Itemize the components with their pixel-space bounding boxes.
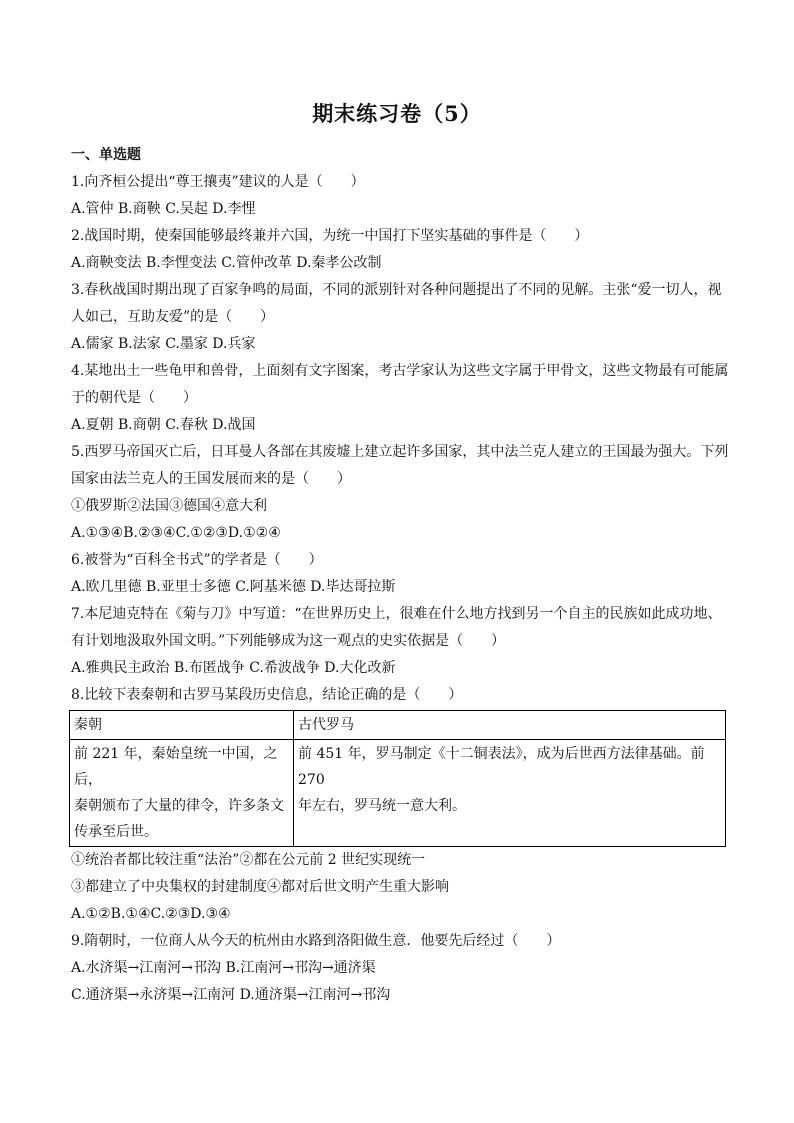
answer-options: A.商鞅变法 B.李悝变法 C.管仲改革 D.秦孝公改制 bbox=[71, 255, 382, 271]
question-line: 9.隋朝时，一位商人从今天的杭州由水路到洛阳做生意．他要先后经过（ ） bbox=[71, 933, 561, 949]
section-heading: 一、单选题 bbox=[71, 147, 141, 163]
comparison-table bbox=[69, 710, 726, 847]
answer-options: A.夏朝 B.商朝 C.春秋 D.战国 bbox=[71, 417, 256, 433]
statement-list: ①俄罗斯②法国③德国④意大利 bbox=[71, 498, 267, 514]
table-cell-rome bbox=[294, 740, 726, 847]
page-title: 期末练习卷（5） bbox=[312, 101, 482, 126]
answer-options: A.①②B.①④C.②③D.③④ bbox=[71, 906, 231, 922]
table-header-qin: 秦朝 bbox=[70, 711, 294, 740]
answer-options: A.管仲 B.商鞅 C.吴起 D.李悝 bbox=[71, 201, 256, 217]
question-line: 7.本尼迪克特在《菊与刀》中写道：“在世界历史上，很难在什么地方找到另一个自主的民族如此成功地、 bbox=[71, 606, 722, 622]
cell-line: 秦朝颁布了大量的律令，许多条文 bbox=[74, 798, 284, 814]
question-line: 5.西罗马帝国灭亡后，日耳曼人各部在其废墟上建立起许多国家，其中法兰克人建立的王国最为强大。下列 bbox=[71, 444, 729, 460]
question-line: 1.向齐桓公提出“尊王攘夷”建议的人是（ ） bbox=[71, 174, 365, 190]
answer-options: A.①③④B.②③④C.①②③D.①②④ bbox=[71, 525, 281, 541]
question-line: 国家由法兰克人的王国发展而来的是（ ） bbox=[71, 471, 351, 487]
cell-line: 前 451 年，罗马制定《十二铜表法》，成为后世西方法律基础。前 270 bbox=[298, 746, 705, 788]
table-cell-qin bbox=[70, 740, 294, 847]
answer-options: A.儒家 B.法家 C.墨家 D.兵家 bbox=[71, 336, 256, 352]
answer-options: A.欧几里德 B.亚里士多德 C.阿基米德 D.毕达哥拉斯 bbox=[71, 579, 396, 595]
answer-options: C.通济渠→永济渠→江南河 D.通济渠→江南河→邗沟 bbox=[71, 987, 391, 1003]
question-line: 人如己，互助友爱”的是（ ） bbox=[71, 309, 275, 325]
cell-line: 前 221 年，秦始皇统一中国，之后， bbox=[74, 746, 278, 788]
question-line: 6.被誉为“百科全书式”的学者是（ ） bbox=[71, 552, 323, 568]
statement-list: ①统治者都比较注重“法治”②都在公元前 2 世纪实现统一 bbox=[71, 852, 426, 868]
statement-list: ③都建立了中央集权的封建制度④都对后世文明产生重大影响 bbox=[71, 879, 449, 895]
question-line: 4.某地出土一些龟甲和兽骨，上面刻有文字图案，考古学家认为这些文字属于甲骨文，这些文物最有可能属 bbox=[71, 363, 729, 379]
table-header-row bbox=[70, 711, 726, 740]
question-line: 8.比较下表秦朝和古罗马某段历史信息，结论正确的是（ ） bbox=[71, 687, 463, 703]
question-line: 于的朝代是（ ） bbox=[71, 390, 197, 406]
answer-options: A.水济渠→江南河→邗沟 B.江南河→邗沟→通济渠 bbox=[71, 960, 376, 976]
question-line: 有计划地汲取外国文明。”下列能够成为这一观点的史实依据是（ ） bbox=[71, 633, 506, 649]
table-header-rome: 古代罗马 bbox=[294, 711, 726, 740]
question-line: 2.战国时期，使秦国能够最终兼并六国，为统一中国打下坚实基础的事件是（ ） bbox=[71, 228, 589, 244]
table-row bbox=[70, 740, 726, 847]
answer-options: A.雅典民主政治 B.布匿战争 C.希波战争 D.大化改新 bbox=[71, 660, 396, 676]
question-line: 3.春秋战国时期出现了百家争鸣的局面，不同的派别针对各种问题提出了不同的见解。主张“爱一切人，视 bbox=[71, 282, 722, 298]
cell-line: 传承至后世。 bbox=[74, 824, 158, 840]
question-content bbox=[71, 142, 731, 1009]
cell-line: 年左右，罗马统一意大利。 bbox=[298, 798, 466, 814]
